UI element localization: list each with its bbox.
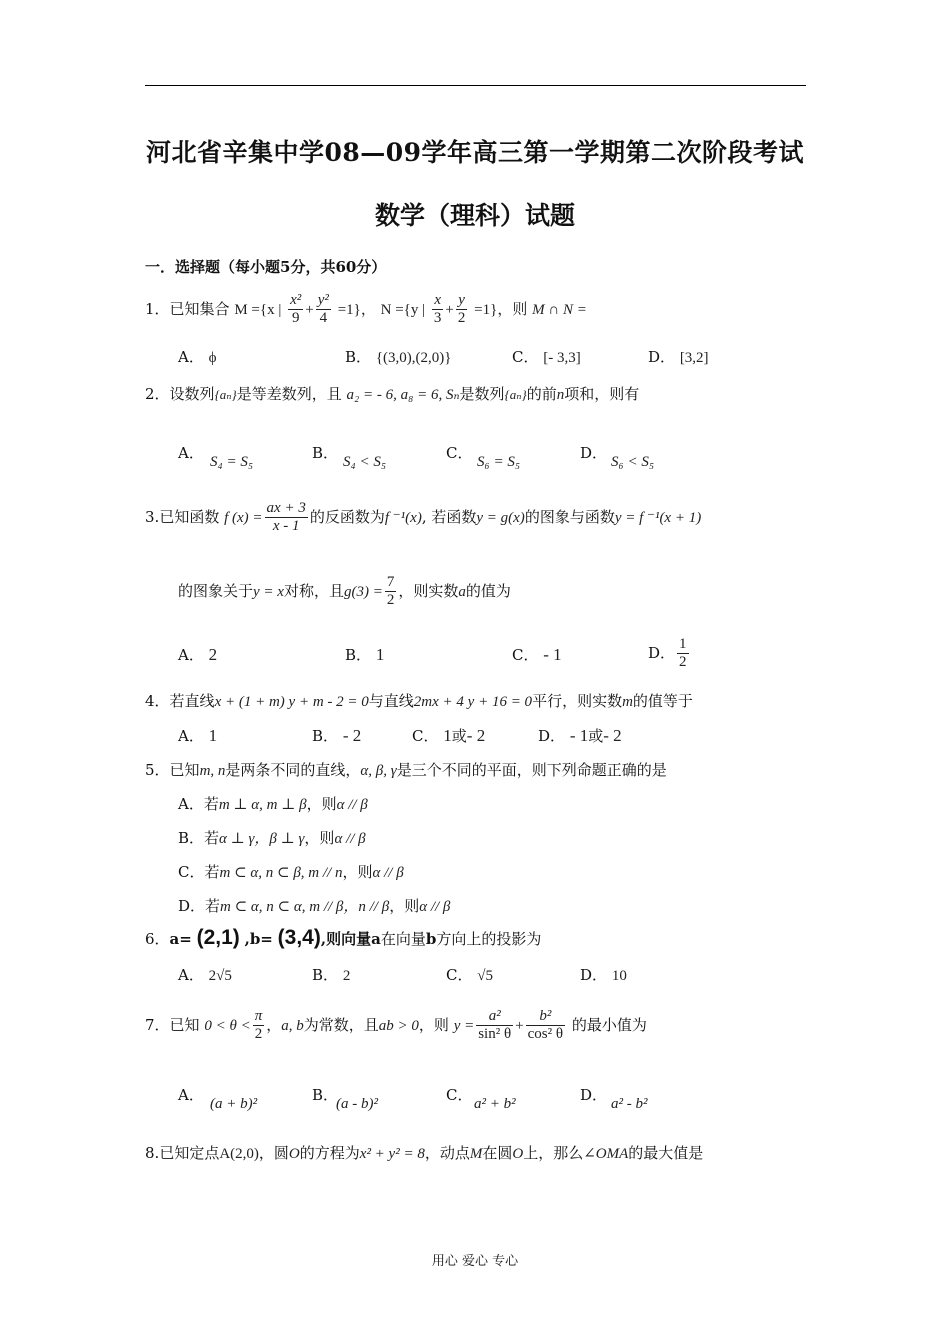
q7-option-a-value: (a + b)² (210, 1096, 258, 1112)
page-footer: 用心 爱心 专心 (431, 1254, 519, 1269)
q1-set-m-end: =1}， (337, 301, 376, 318)
q1-frac-x2-9: $\frac{\text{x²}}{9}$ (290, 292, 302, 327)
q1-number: 1． (145, 299, 170, 318)
q1-stem-a: 已知集合 (169, 299, 230, 318)
section-heading: 一．选择题（每小题5分，共60分） (145, 258, 387, 276)
q4-option-d: D． - 1或- 2 (538, 726, 622, 745)
q3-option-a: A． 2 (178, 645, 218, 664)
q2-option-c: C． (446, 444, 473, 462)
q7-option-a: A． (178, 1086, 204, 1104)
q7-option-d: D． (580, 1086, 608, 1104)
q1-option-c: C． [- 3,3] (512, 348, 581, 366)
q1-set-n: N ={y | (380, 301, 426, 318)
q3-option-c: C． - 1 (512, 645, 562, 664)
q5-option-c: C．若m ⊂ α, n ⊂ β, m // n，则α // β (178, 863, 404, 881)
q4-option-b: B． - 2 (312, 726, 362, 745)
page-title: 河北省辛集中学08—09学年高三第一学期第二次阶段考试 (145, 138, 805, 167)
question-6: 6．a= (2,1) ,b= (3,4),则向量a在向量b方向上的投影为 (145, 926, 542, 949)
q1-frac-x-3: $\frac{x}{3}$ (433, 292, 442, 327)
q2-option-a: A． (178, 444, 204, 462)
question-1: 1．已知集合 M ={x | $\frac{\text{x²}}{9}$ + $\frac{\text{y²}}{4}$ =1}， N ={y | $\frac{x}{3}$ + $\frac{y}{2}$ =1}，则 M ∩ N = (145, 292, 587, 327)
question-3-line2: 的图象关于y = x对称，且g(3) = $\frac{7}{2}$ ，则实数a的值为 (178, 574, 511, 609)
question-3: 3.已知函数 f (x) = $\frac{ax + 3}{x - 1}$ 的反函数为f ⁻¹(x), 若函数y = g(x)的图象与函数y = f ⁻¹(x + 1) (145, 500, 702, 535)
q2-option-b-value: S₄ < S₅ (343, 454, 387, 470)
question-2: 2．设数列{aₙ}是等差数列，且 a₂ = - 6, a₈ = 6, Sₙ是数列{aₙ}的前n项和，则有 (145, 385, 640, 403)
q5-option-a: A．若m ⊥ α, m ⊥ β，则α // β (178, 795, 368, 813)
question-7: 7．已知 0 < θ < $\frac{\pi}{2}$ ，a, b为常数，且ab > 0，则 y = $\frac{\text{a²}}{\text{sin² θ}}$ + $\frac{\text{b²}}{\text{cos² θ}}$ 的最小值为 (145, 1008, 647, 1043)
q6-option-c: C． √5 (446, 966, 493, 984)
q4-option-a: A． 1 (178, 726, 218, 745)
header-rule (145, 85, 806, 86)
q3-fraction: $\frac{ax + 3}{x - 1}$ (266, 500, 306, 535)
q1-frac-y-2: $\frac{y}{2}$ (457, 292, 466, 327)
q7-option-b: B． (312, 1086, 339, 1104)
question-8: 8.已知定点A(2,0)，圆O的方程为x² + y² = 8，动点M在圆O上，那么∠OMA的最大值是 (145, 1144, 704, 1162)
q2-option-a-value: S₄ = S₅ (210, 454, 254, 470)
q7-option-c-value: a² + b² (474, 1096, 516, 1112)
q1-set-m: M ={x | (234, 301, 282, 318)
question-5: 5．已知m, n是两条不同的直线，α, β, γ是三个不同的平面，则下列命题正确的是 (145, 761, 667, 779)
q2-option-d-value: S₆ < S₅ (611, 454, 655, 470)
q6-option-d: D． 10 (580, 966, 627, 984)
q7-option-c: C． (446, 1086, 473, 1104)
q5-option-b: B．若α ⊥ γ，β ⊥ γ，则α // β (178, 829, 366, 847)
q6-option-b: B． 2 (312, 966, 351, 984)
q2-option-d: D． (580, 444, 608, 462)
q1-tail: M ∩ N = (532, 301, 587, 318)
q1-option-a: A． ϕ (178, 348, 217, 366)
q3-g3-fraction: $\frac{7}{2}$ (386, 574, 395, 609)
q7-option-b-value: (a - b)² (336, 1096, 378, 1112)
q1-option-b: B． {(3,0),(2,0)} (345, 348, 452, 366)
q6-option-a: A． 2√5 (178, 966, 232, 984)
question-4: 4．若直线x + (1 + m) y + m - 2 = 0与直线2mx + 4 y + 16 = 0平行，则实数m的值等于 (145, 692, 693, 710)
q2-option-c-value: S₆ = S₅ (477, 454, 521, 470)
q1-option-d: D． [3,2] (648, 348, 709, 366)
q1-set-n-end: =1}，则 (474, 301, 528, 318)
q5-option-d: D．若m ⊂ α, n ⊂ α, m // β，n // β，则α // β (178, 897, 451, 915)
page-subtitle: 数学（理科）试题 (374, 201, 575, 230)
q4-option-c: C． 1或- 2 (412, 726, 486, 745)
q3-option-d: D． $\frac{1}{2}$ (648, 636, 687, 671)
q7-option-d-value: a² - b² (611, 1096, 648, 1112)
q2-option-b: B． (312, 444, 339, 462)
q3-option-b: B． 1 (345, 645, 385, 664)
q1-frac-y2-4: $\frac{\text{y²}}{4}$ (317, 292, 329, 327)
